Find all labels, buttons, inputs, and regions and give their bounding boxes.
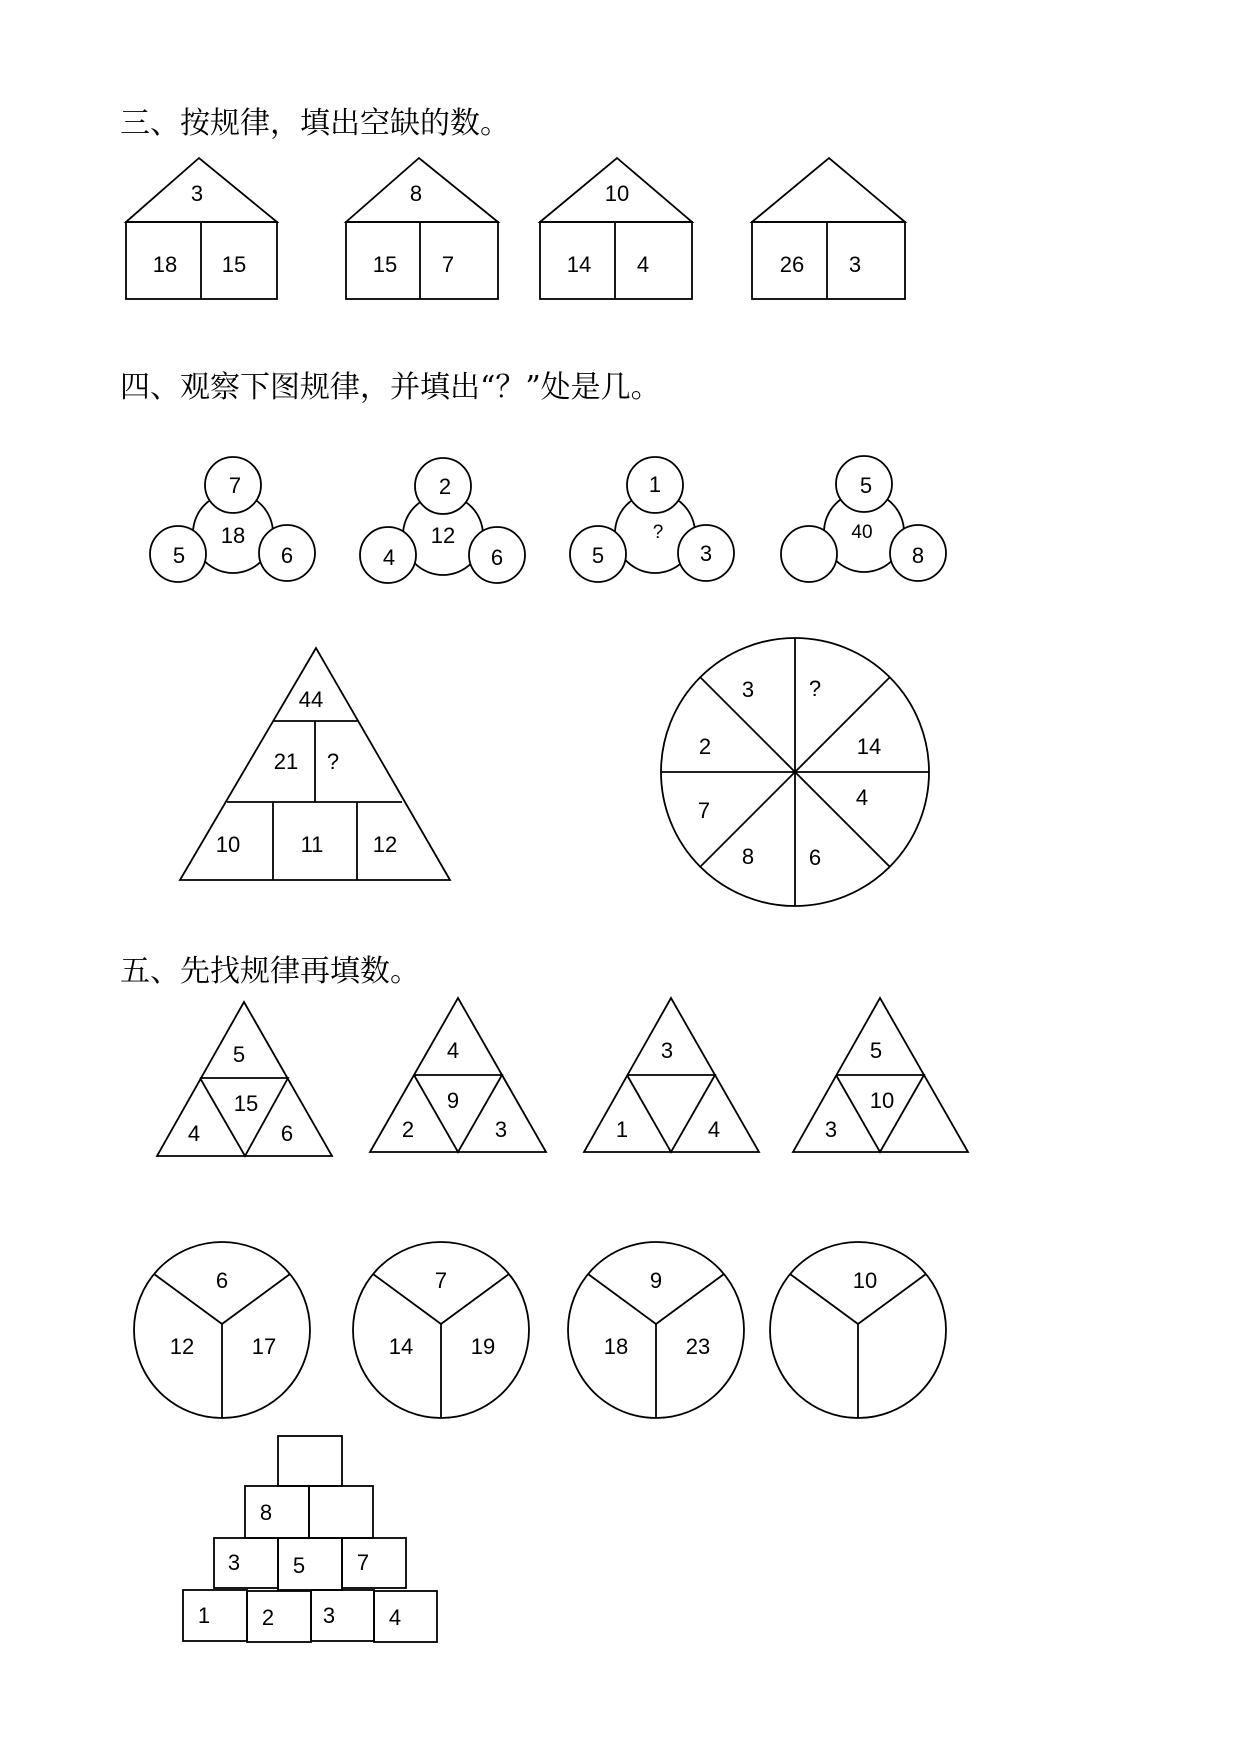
flower-center-number: 40 [851,522,873,543]
stack-box [374,1591,437,1642]
wheel-sector-number: 7 [697,798,711,823]
flower-center-number: 12 [430,523,456,548]
circle-left-number: 12 [169,1334,195,1359]
flower-left-number: 5 [172,543,186,568]
stack-number: 7 [356,1550,370,1575]
circle-top-number: 6 [215,1268,229,1293]
pyramid-top-number: 44 [298,687,324,712]
stack-box [247,1591,311,1642]
house-left-number: 18 [152,252,178,277]
flower-top-number: 7 [228,473,242,498]
house-roof-number: 3 [190,181,204,206]
house-right-number: 15 [221,252,247,277]
house-left-number: 15 [372,252,398,277]
stack-box [214,1538,278,1588]
house-right-number: 7 [441,252,455,277]
house-roof-number: 10 [604,181,630,206]
stack-box [309,1486,373,1538]
number-wheel [661,638,929,906]
triangle-4 [793,998,968,1152]
flower-top-number: 1 [648,472,662,497]
stack-number: 1 [197,1603,211,1628]
flower-4 [781,456,946,582]
circle-right-number: 23 [685,1334,711,1359]
triangle-right-number: 3 [494,1117,508,1142]
box-stack [183,1436,437,1642]
three-sector-circle-4 [770,1242,946,1418]
pyramid-bottom-number: 11 [300,832,324,857]
flower-2 [360,458,525,583]
flower-right-number: 6 [280,543,294,568]
circle-left-number: 18 [603,1334,629,1359]
three-sector-circle-3 [568,1242,744,1418]
house-roof-number: 8 [409,181,423,206]
triangle-left-number: 2 [401,1117,415,1142]
triangle-center-number: 9 [446,1088,460,1113]
triangle-3 [584,998,759,1152]
flower-left-number: 4 [382,545,396,570]
flower-right-number: 3 [699,541,713,566]
circle-top-number: 7 [434,1268,448,1293]
flower-3 [570,457,734,582]
stack-box [278,1538,342,1590]
stack-number: 4 [388,1605,402,1630]
triangle-top-number: 5 [869,1038,883,1063]
stack-number: 3 [322,1603,336,1628]
triangle-1 [157,1002,332,1156]
flower-right-number: 8 [911,543,925,568]
triangle-left-number: 3 [824,1117,838,1142]
stack-number: 3 [227,1550,241,1575]
wheel-sector-number: 6 [808,845,822,870]
circle-left-number: 14 [388,1334,414,1359]
section-4-title: 四、观察下图规律，并填出“？”处是几。 [120,370,661,405]
triangle-right-number: 4 [707,1117,721,1142]
three-sector-circle-1 [134,1242,310,1418]
triangle-2 [370,998,546,1152]
stack-box [342,1538,406,1588]
triangle-center-number: 15 [233,1091,259,1116]
stack-box [245,1486,309,1538]
triangle-left-number: 4 [187,1121,201,1146]
wheel-sector-number: ? [808,676,822,701]
wheel-sector-number: 2 [698,734,712,759]
flower-top-number: 5 [859,473,873,498]
section-3-title: 三、按规律，填出空缺的数。 [120,106,510,141]
flower-top-number: 2 [438,474,452,499]
house-4 [752,158,905,299]
house-left-number: 26 [779,252,805,277]
number-pyramid [180,648,450,880]
wheel-sector-number: 14 [856,734,882,759]
wheel-sector-number: 8 [741,844,755,869]
flower-1 [150,457,315,582]
stack-box [311,1590,374,1641]
wheel-sector-number: 3 [741,677,755,702]
stack-box [278,1436,342,1486]
triangle-center-number: 10 [869,1088,895,1113]
pyramid-bottom-number: 12 [372,832,398,857]
flower-center-number: ? [652,522,664,543]
stack-number: 8 [259,1500,273,1525]
flower-center-number: 18 [220,523,246,548]
triangle-top-number: 3 [660,1038,674,1063]
pyramid-middle-left-number: 21 [273,749,299,774]
triangle-top-number: 5 [232,1042,246,1067]
house-left-number: 14 [566,252,592,277]
circle-top-number: 10 [852,1268,878,1293]
pyramid-bottom-number: 10 [215,832,241,857]
triangle-left-number: 1 [615,1117,629,1142]
circle-top-number: 9 [649,1268,663,1293]
flower-right-number: 6 [490,545,504,570]
house-2 [346,158,498,299]
triangle-top-number: 4 [446,1038,460,1063]
wheel-sector-number: 4 [855,785,869,810]
three-sector-circle-2 [353,1242,529,1418]
stack-number: 5 [292,1553,306,1578]
circle-right-number: 19 [470,1334,496,1359]
flower-left-number: 5 [591,543,605,568]
triangle-right-number: 6 [280,1121,294,1146]
stack-number: 2 [261,1605,275,1630]
pyramid-middle-right-number: ? [326,749,340,774]
stack-box [183,1590,247,1641]
house-right-number: 3 [848,252,862,277]
circle-right-number: 17 [251,1334,277,1359]
house-right-number: 4 [636,252,650,277]
house-3 [540,158,692,299]
house-1 [126,158,277,299]
section-5-title: 五、先找规律再填数。 [120,954,420,989]
